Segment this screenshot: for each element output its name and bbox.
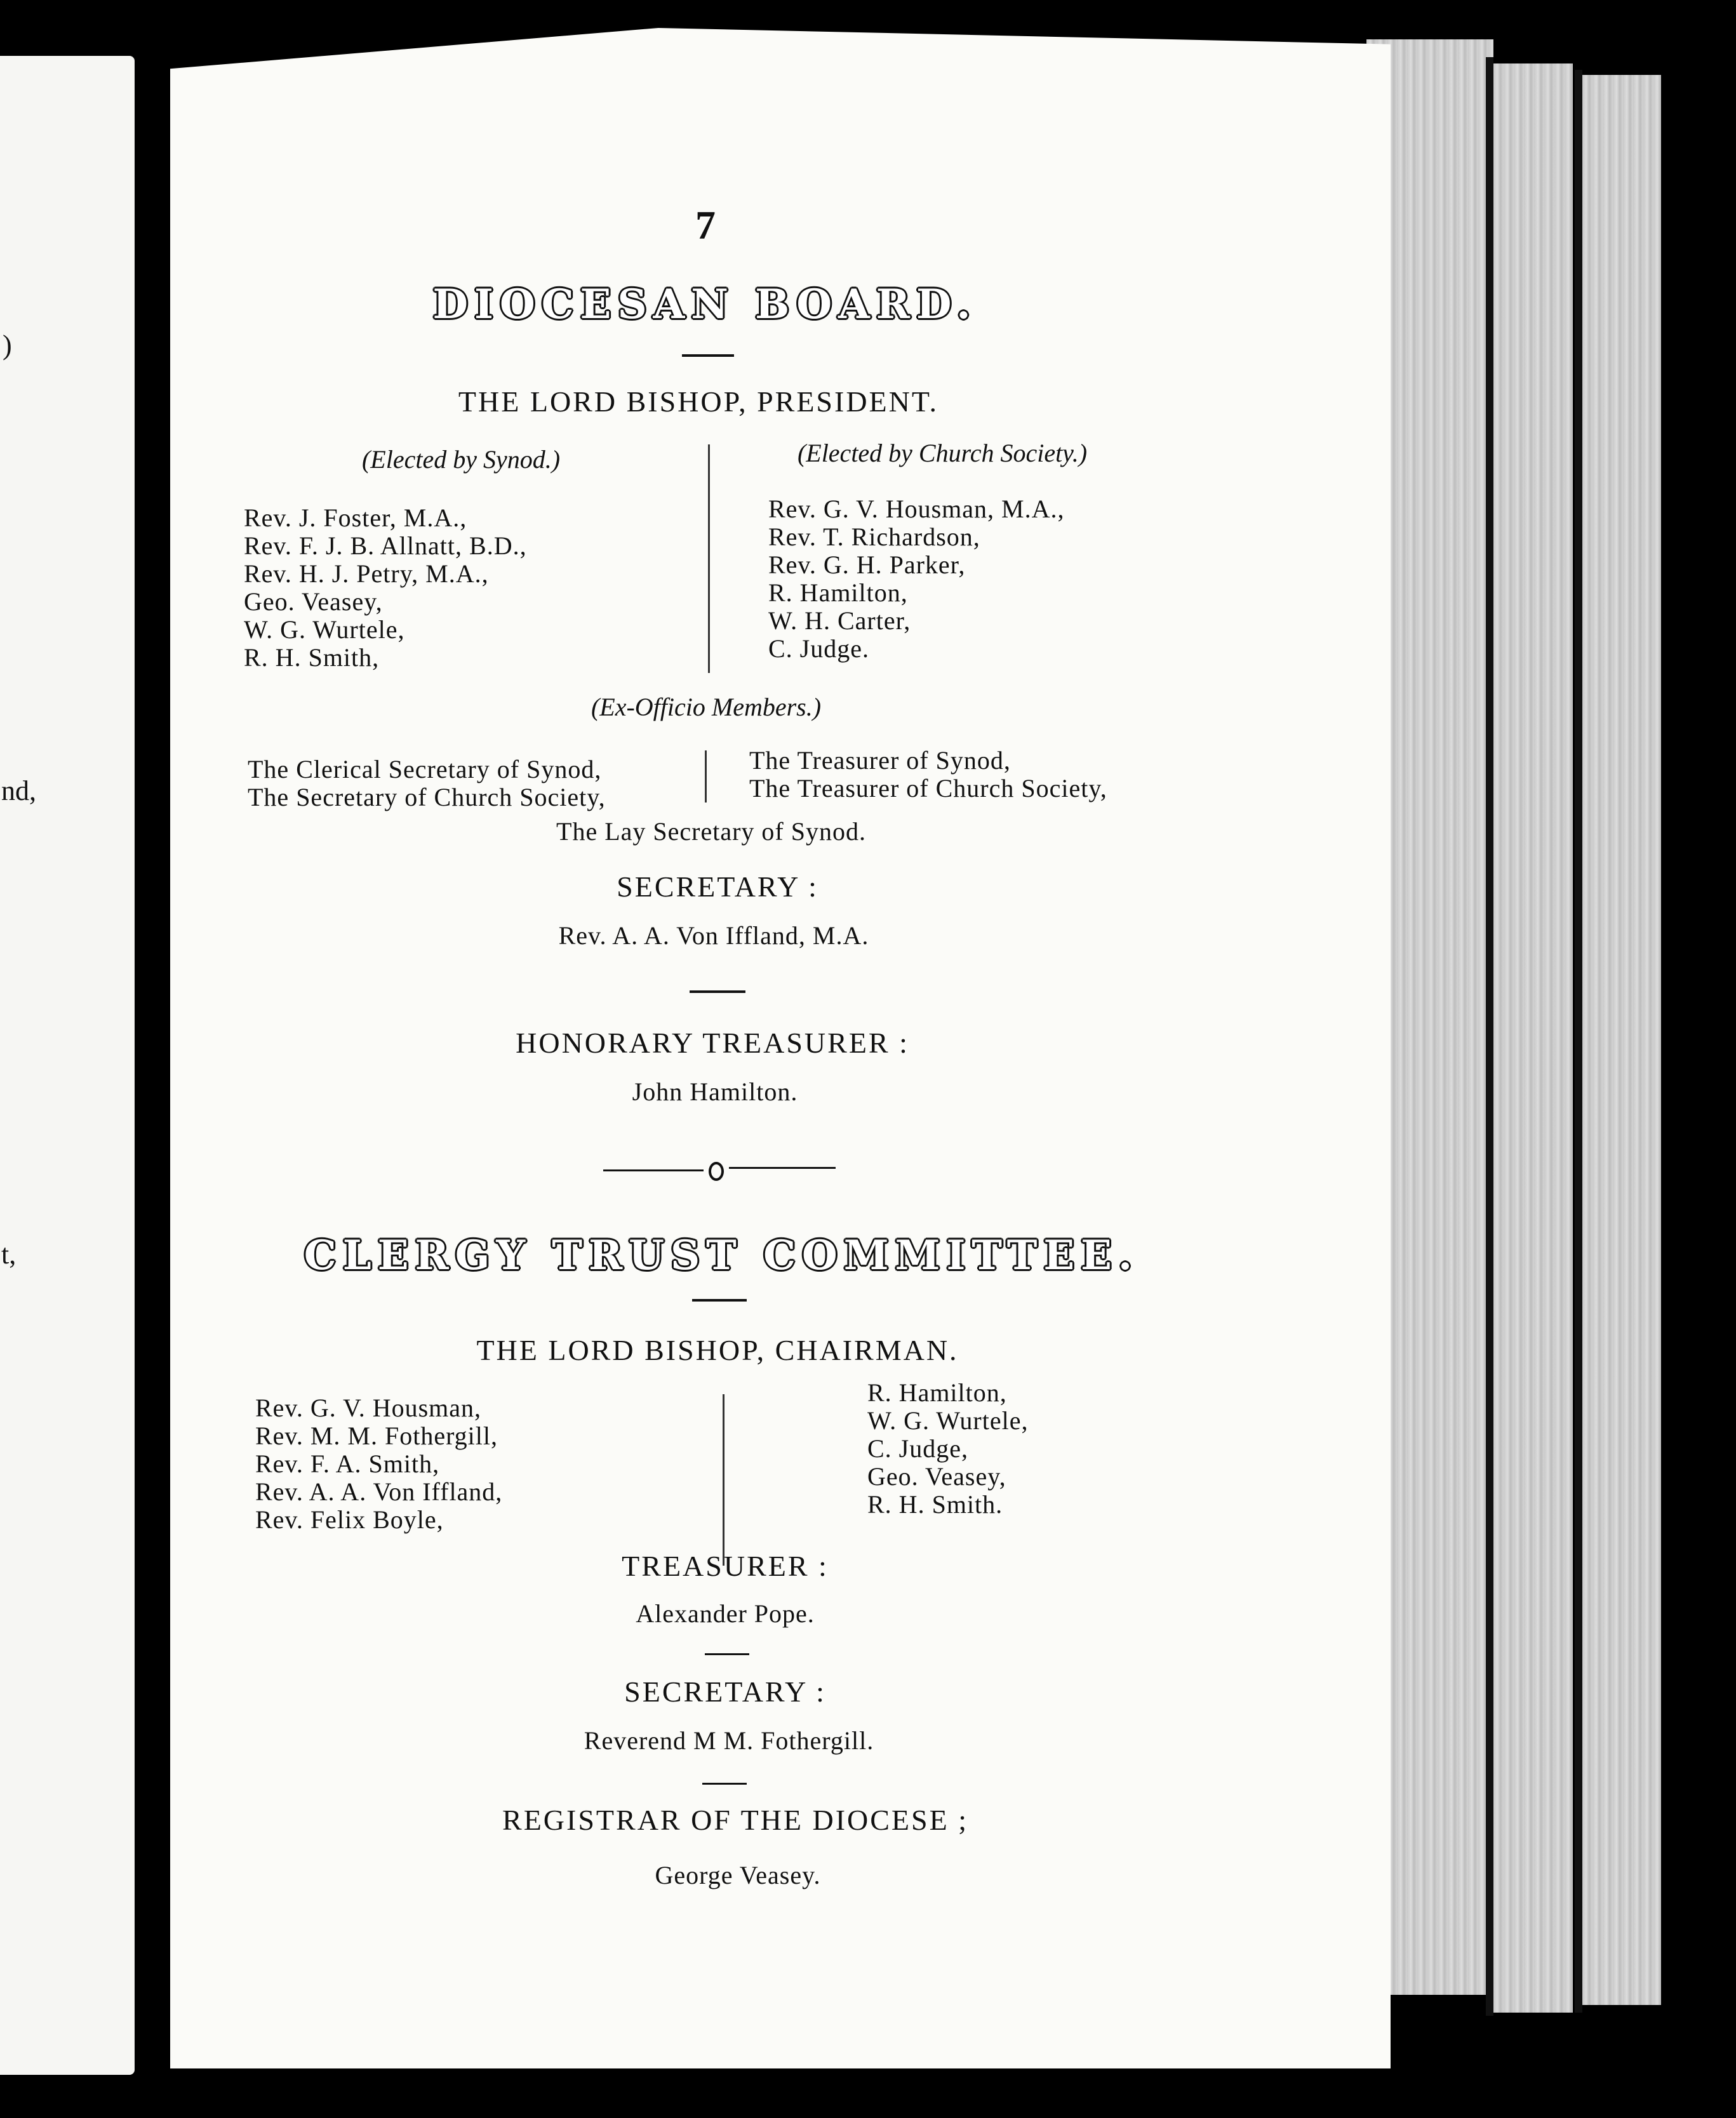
clergy-trust-title: CLERGY TRUST COMMITTEE. [304, 1232, 1139, 1279]
list-item: R. H. Smith. [867, 1490, 1003, 1519]
ex-officio-last: The Lay Secretary of Synod. [556, 817, 866, 846]
list-item: Rev. J. Foster, M.A., [244, 503, 467, 532]
synod-column-heading: (Elected by Synod.) [361, 445, 561, 474]
diocesan-president: THE LORD BISHOP, PRESIDENT. [458, 385, 939, 418]
diocesan-secretary-heading: SECRETARY : [617, 870, 818, 903]
registrar-name: George Veasey. [655, 1861, 821, 1889]
left-fragment-t: t, [1, 1239, 17, 1270]
list-item: Rev. Felix Boyle, [255, 1505, 444, 1534]
separator-rule-right [729, 1167, 836, 1169]
list-item: C. Judge, [867, 1434, 968, 1463]
page-edges-3 [1582, 75, 1661, 2005]
list-item: Rev. G. V. Housman, [255, 1394, 482, 1422]
clergy-secretary-heading: SECRETARY : [624, 1675, 826, 1708]
short-rule [705, 1653, 749, 1655]
clergy-trust-chairman: THE LORD BISHOP, CHAIRMAN. [476, 1334, 959, 1366]
ex-officio-divider [705, 750, 707, 803]
synod-members-list [244, 504, 527, 672]
list-item: W. G. Wurtele, [244, 615, 405, 644]
short-rule [702, 1783, 747, 1785]
list-item: The Treasurer of Synod, [749, 746, 1011, 775]
ex-officio-heading: (Ex-Officio Members.) [591, 693, 822, 721]
clergy-right-members [867, 1379, 1028, 1519]
list-item: W. G. Wurtele, [867, 1406, 1029, 1435]
left-fragment-nd: nd, [1, 775, 36, 806]
list-item: Rev. G. V. Housman, M.A., [768, 495, 1065, 523]
clergy-secretary-name: Reverend M M. Fothergill. [584, 1726, 874, 1755]
list-item: Rev. H. J. Petry, M.A., [244, 559, 489, 588]
short-rule [682, 354, 734, 357]
list-item: R. Hamilton, [768, 578, 908, 607]
honorary-treasurer-heading: HONORARY TREASURER : [516, 1027, 909, 1059]
list-item: Rev. F. A. Smith, [255, 1449, 440, 1478]
list-item: The Clerical Secretary of Synod, [248, 755, 602, 783]
clergy-treasurer-name: Alexander Pope. [636, 1599, 815, 1628]
diocesan-board-title: DIOCESAN BOARD. [432, 281, 977, 328]
list-item: The Secretary of Church Society, [248, 783, 606, 811]
list-item: Rev. F. J. B. Allnatt, B.D., [244, 531, 527, 560]
edge-divider-2 [1575, 70, 1582, 2013]
list-item: Geo. Veasey, [867, 1462, 1006, 1491]
edge-divider-1 [1486, 57, 1493, 2016]
short-rule [692, 1299, 747, 1302]
list-item: Rev. T. Richardson, [768, 523, 980, 551]
separator-rule-left [603, 1169, 704, 1171]
diocesan-secretary-name: Rev. A. A. Von Iffland, M.A. [558, 921, 869, 950]
clergy-left-members [255, 1394, 502, 1534]
ex-officio-left-list [248, 756, 606, 811]
list-item: The Treasurer of Church Society, [749, 774, 1107, 803]
ex-officio-right-list [749, 747, 1107, 803]
column-divider [708, 444, 710, 673]
list-item: W. H. Carter, [768, 606, 911, 635]
registrar-heading: REGISTRAR OF THE DIOCESE ; [502, 1804, 968, 1836]
short-rule [690, 990, 745, 993]
left-facing-page [0, 56, 135, 2075]
list-item: R. H. Smith, [244, 643, 380, 672]
list-item: Rev. G. H. Parker, [768, 550, 966, 579]
clergy-treasurer-heading: TREASURER : [622, 1550, 829, 1582]
honorary-treasurer-name: John Hamilton. [632, 1077, 798, 1106]
church-column-heading: (Elected by Church Society.) [797, 439, 1088, 467]
left-fragment-paren: ) [3, 330, 12, 361]
list-item: Geo. Veasey, [244, 587, 383, 616]
page-edges-2 [1493, 63, 1573, 2013]
page-number: 7 [695, 203, 716, 248]
list-item: Rev. A. A. Von Iffland, [255, 1477, 503, 1506]
list-item: C. Judge. [768, 634, 869, 663]
list-item: Rev. M. M. Fothergill, [255, 1422, 498, 1450]
list-item: R. Hamilton, [867, 1378, 1007, 1407]
church-members-list [768, 495, 1065, 663]
separator-ornament [709, 1162, 724, 1181]
clergy-column-divider [723, 1394, 724, 1566]
